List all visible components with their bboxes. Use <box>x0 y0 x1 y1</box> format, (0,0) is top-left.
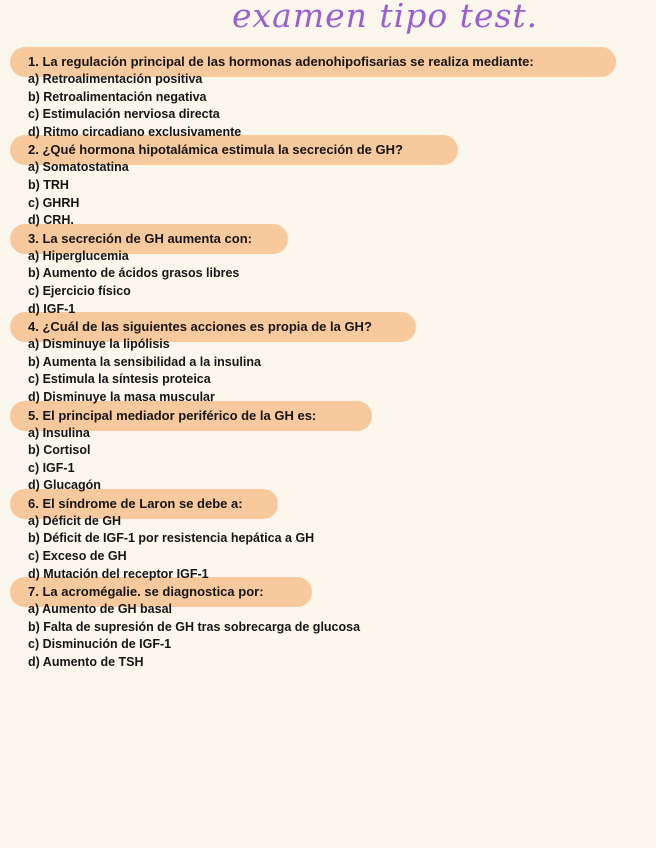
answer-option: d) Aumento de TSH <box>28 655 144 670</box>
question-block <box>28 583 648 671</box>
answer-option: d) Glucagón <box>28 478 101 493</box>
answer-option: c) Estimula la síntesis proteica <box>28 372 211 387</box>
question-block <box>28 495 648 583</box>
answer-option: d) CRH. <box>28 213 74 228</box>
answer-option: a) Retroalimentación positiva <box>28 72 203 86</box>
answer-option: c) Exceso de GH <box>28 549 127 564</box>
answer-option: b) Déficit de IGF-1 por resistencia hepática a GH <box>28 531 315 546</box>
question-text <box>28 230 648 248</box>
question-label: 5. El principal mediador periférico de la GH es: <box>28 407 317 423</box>
question-label: 1. La regulación principal de las hormonas adenohipofisarias se realiza mediante: <box>28 54 534 69</box>
answer-option: c) Disminución de IGF-1 <box>28 637 172 652</box>
answer-option: b) Retroalimentación negativa <box>28 89 207 104</box>
answer-option: d) Ritmo circadiano exclusivamente <box>28 124 242 139</box>
question-text <box>28 141 648 159</box>
question-block <box>28 141 648 229</box>
question-label: 4. ¿Cuál de las siguientes acciones es propia de la GH? <box>28 319 372 335</box>
question-text <box>28 407 648 425</box>
answer-option: d) Mutación del receptor IGF-1 <box>28 566 209 581</box>
question-text <box>28 583 648 601</box>
answer-option: b) Aumento de ácidos grasos libres <box>28 266 240 281</box>
answer-option: d) Disminuye la masa muscular <box>28 389 215 404</box>
question-text <box>28 53 648 71</box>
question-label: 7. La acromégalie. se diagnostica por: <box>28 584 264 600</box>
answer-option: a) Insulina <box>28 425 90 440</box>
question-label: 2. ¿Qué hormona hipotalámica estimula la secreción de GH? <box>28 142 403 158</box>
answer-option: b) Cortisol <box>28 443 91 458</box>
answer-option: c) Estimulación nerviosa directa <box>28 107 220 122</box>
answer-option: c) IGF-1 <box>28 460 75 475</box>
question-text <box>28 495 648 513</box>
answer-option: d) IGF-1 <box>28 301 76 316</box>
answer-option: a) Disminuye la lipólisis <box>28 337 170 352</box>
answer-option: a) Aumento de GH basal <box>28 602 173 617</box>
answer-option: c) GHRH <box>28 195 80 210</box>
question-block <box>28 318 648 406</box>
question-text <box>28 318 648 336</box>
answer-option: a) Hiperglucemia <box>28 248 129 263</box>
question-block <box>28 230 648 318</box>
handwritten-title: examen tipo test. <box>232 0 539 35</box>
answer-option: b) Aumenta la sensibilidad a la insulina <box>28 354 261 369</box>
question-block <box>28 407 648 495</box>
question-block <box>28 53 648 141</box>
answer-option: a) Déficit de GH <box>28 513 122 528</box>
question-list <box>28 53 648 672</box>
question-label: 3. La secreción de GH aumenta con: <box>28 230 252 246</box>
answer-option: b) Falta de supresión de GH tras sobrecarga de glucosa <box>28 619 361 634</box>
answer-option: b) TRH <box>28 177 69 192</box>
question-label: 6. El síndrome de Laron se debe a: <box>28 495 243 511</box>
answer-option: c) Ejercicio físico <box>28 283 131 298</box>
answer-option: a) Somatostatina <box>28 160 129 175</box>
